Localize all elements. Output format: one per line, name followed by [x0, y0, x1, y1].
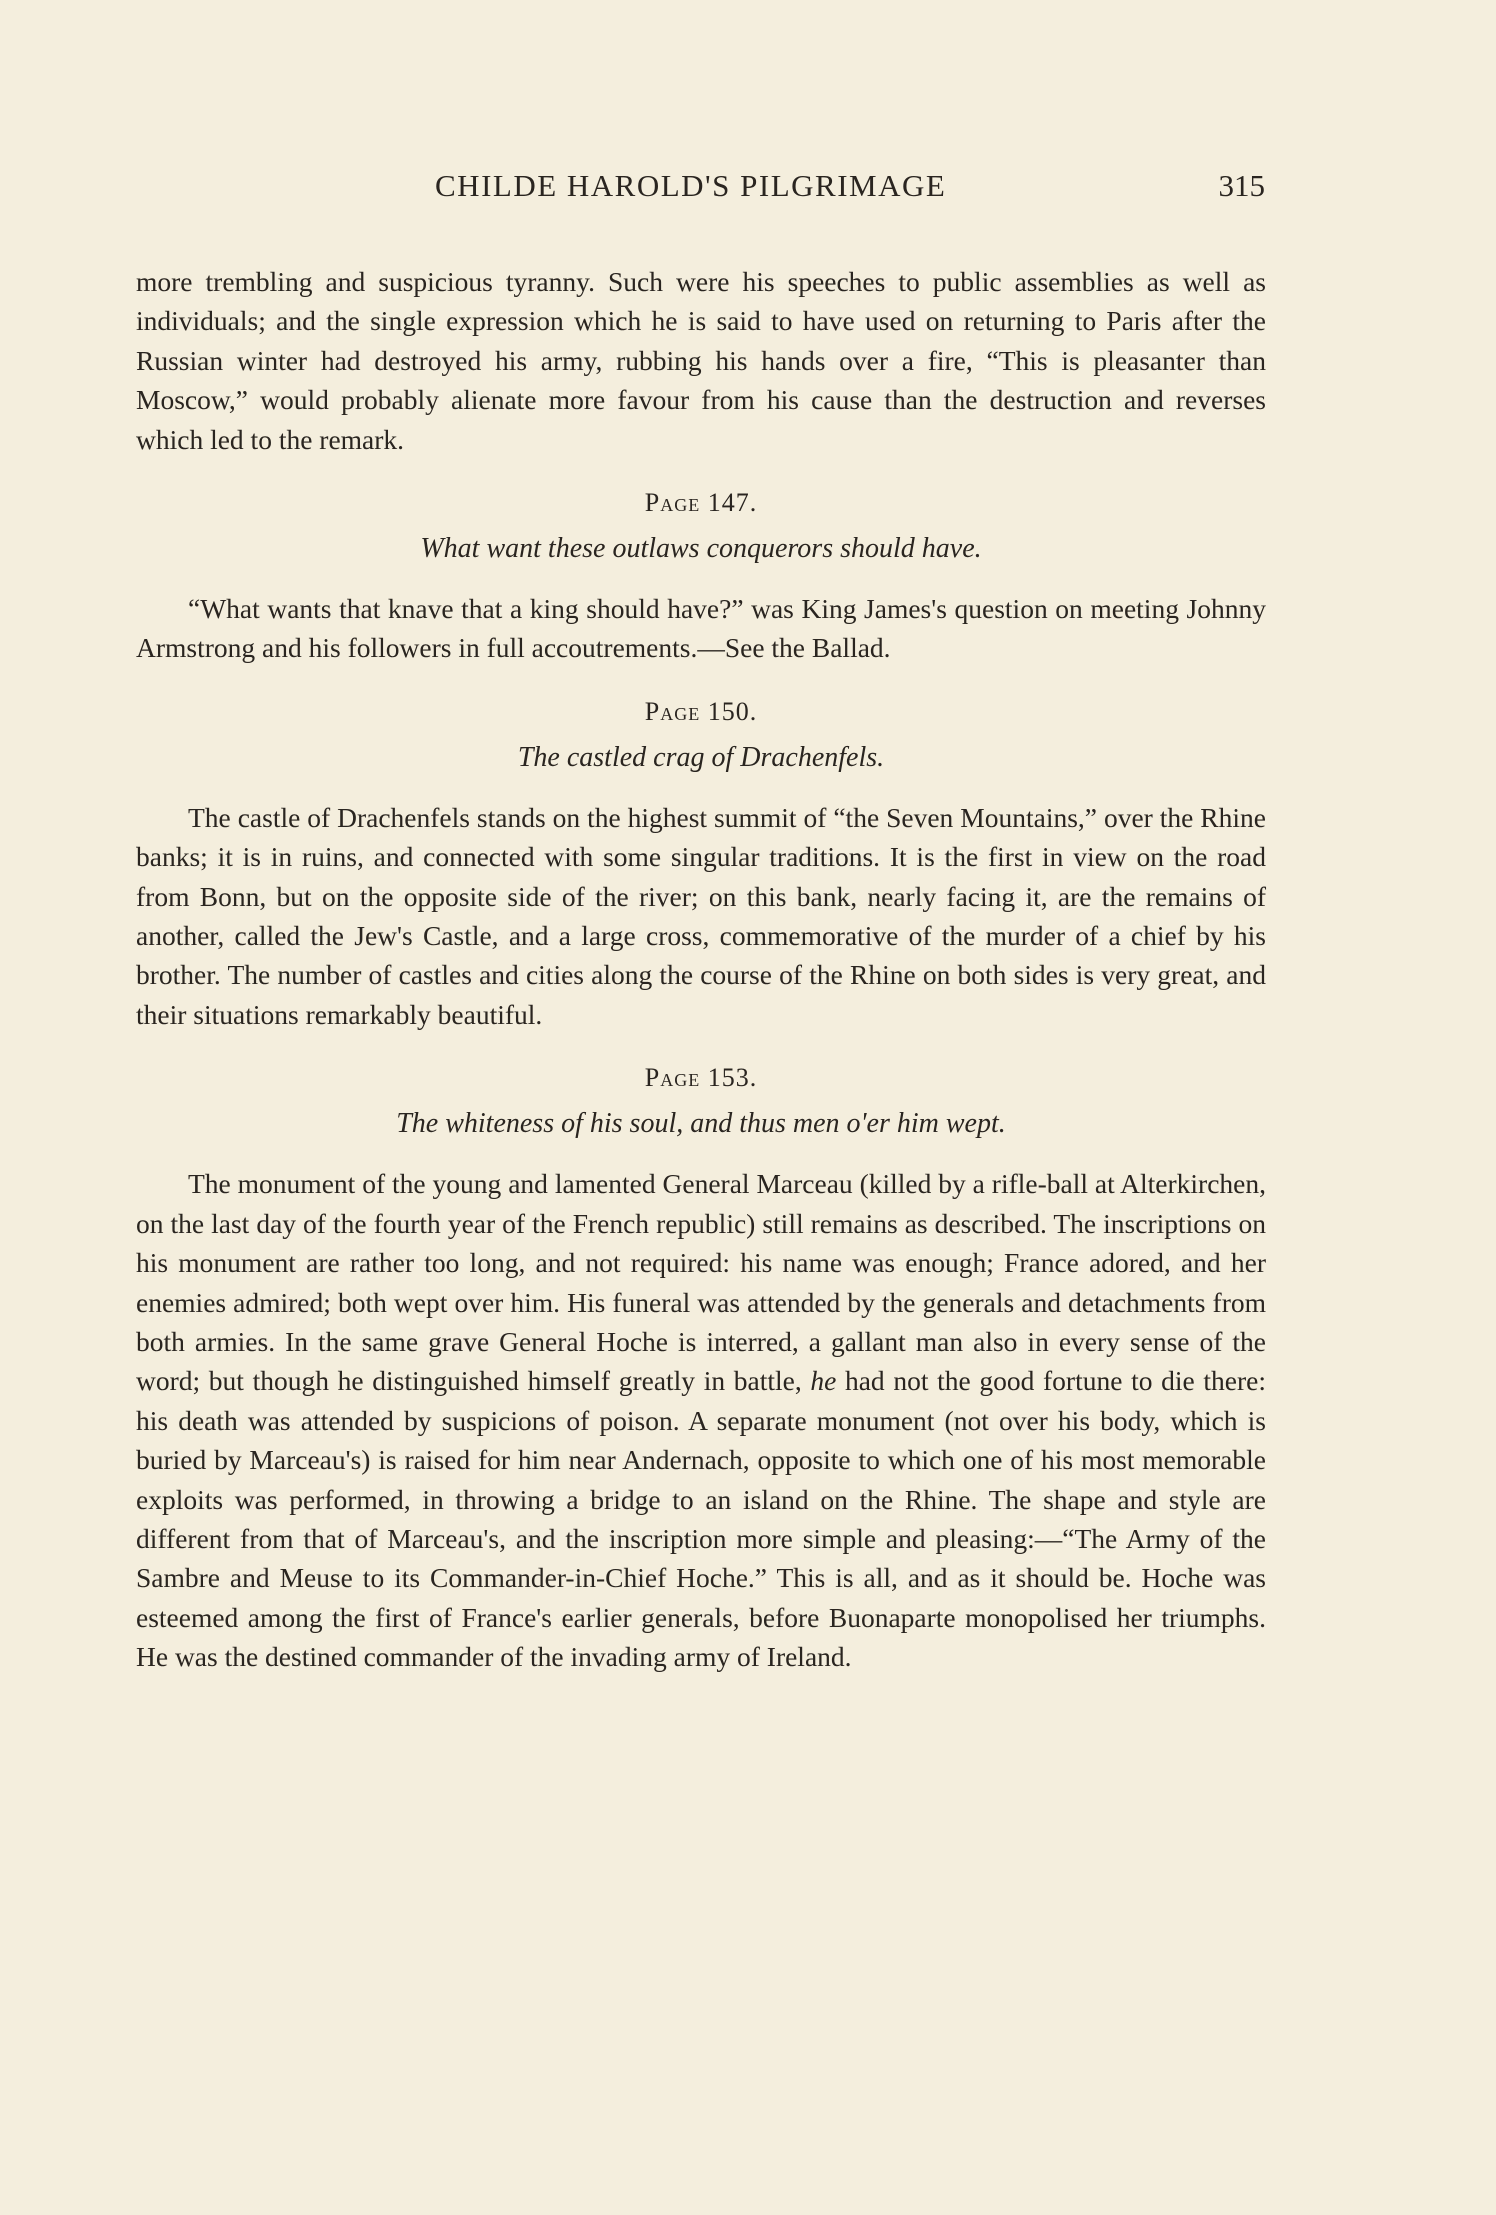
paragraph-text-part: had not the good fortune to die there: his death was attended by suspicions of poison. A separate monument (not over his body, which is buried by Marceau's) is raised for him near Andernach, opposite to which one of his most memorable exploits was performed, in throwing a bridge to an island on the Rhine. The shape and style are different from that of Marceau's, and the inscription more simple and pleasing:—“The Army of the Sambre and Meuse to its Commander-in-Chief Hoche.” This is all, and as it should be. Hoche was esteemed among the first of France's earlier generals, before Buonaparte monopolised her triumphs. He was the destined commander of the invading army of Ireland.	[136, 1365, 1266, 1673]
note-lemma-150: The castled crag of Drachenfels.	[517, 741, 885, 773]
running-head	[435, 168, 1265, 218]
body-text	[136, 262, 1266, 1677]
note-page-ref-153	[136, 1060, 1266, 1096]
running-title: CHILDE HAROLD'S PILGRIMAGE	[435, 168, 947, 203]
note-lemma-153: The whiteness of his soul, and thus men o'er him wept.	[396, 1108, 1006, 1140]
paragraph-text-part: The monument of the young and lamented General Marceau (killed by a rifle-ball at Alterkirchen, on the last day of the fourth year of the French republic) still remains as described. The inscriptions on his monument are rather too long, and not required: his name was enough; France adored, and her enemies admired; both wept over him. His funeral was attended by the generals and detachments from both armies. In the same grave General Hoche is interred, a gallant man also in every sense of the word; but though he distinguished himself greatly in battle,	[136, 1168, 1266, 1397]
continued-paragraph: more trembling and suspicious tyranny. Such were his speeches to public assemblies as well as individuals; and the single expression which he is said to have used on returning to Paris after the Russian winter had destroyed his army, rubbing his hands over a fire, “This is pleasanter than Moscow,” would probably alienate more favour from his cause than the destruction and reverses which led to the remark.	[136, 266, 1266, 455]
note-lemma-147: What want these outlaws conquerors should have.	[420, 533, 982, 565]
page-number: 315	[1218, 168, 1265, 203]
note-page-ref-147	[136, 485, 1266, 521]
page-ref-label: Page 147.	[644, 488, 758, 518]
page-ref-label: Page 150.	[644, 696, 758, 726]
page-ref-label: Page 153.	[644, 1063, 758, 1093]
note-paragraph-153	[136, 1164, 1266, 1676]
note-paragraph-150: The castle of Drachenfels stands on the highest summit of “the Seven Mountains,” over the Rhine banks; it is in ruins, and connected with some singular traditions. It is the first in view on the road from Bonn, but on the opposite side of the river; on this bank, nearly facing it, are the remains of another, called the Jew's Castle, and a large cross, commemorative of the murder of a chief by his brother. The number of castles and cities along the course of the Rhine on both sides is very great, and their situations remarkably beautiful.	[136, 801, 1266, 1030]
note-page-ref-150	[136, 694, 1266, 730]
note-paragraph-147: “What wants that knave that a king should have?” was King James's question on meeting Johnny Armstrong and his followers in full accoutrements.—See the Ballad.	[136, 593, 1266, 664]
emphasized-word: he	[810, 1365, 837, 1397]
